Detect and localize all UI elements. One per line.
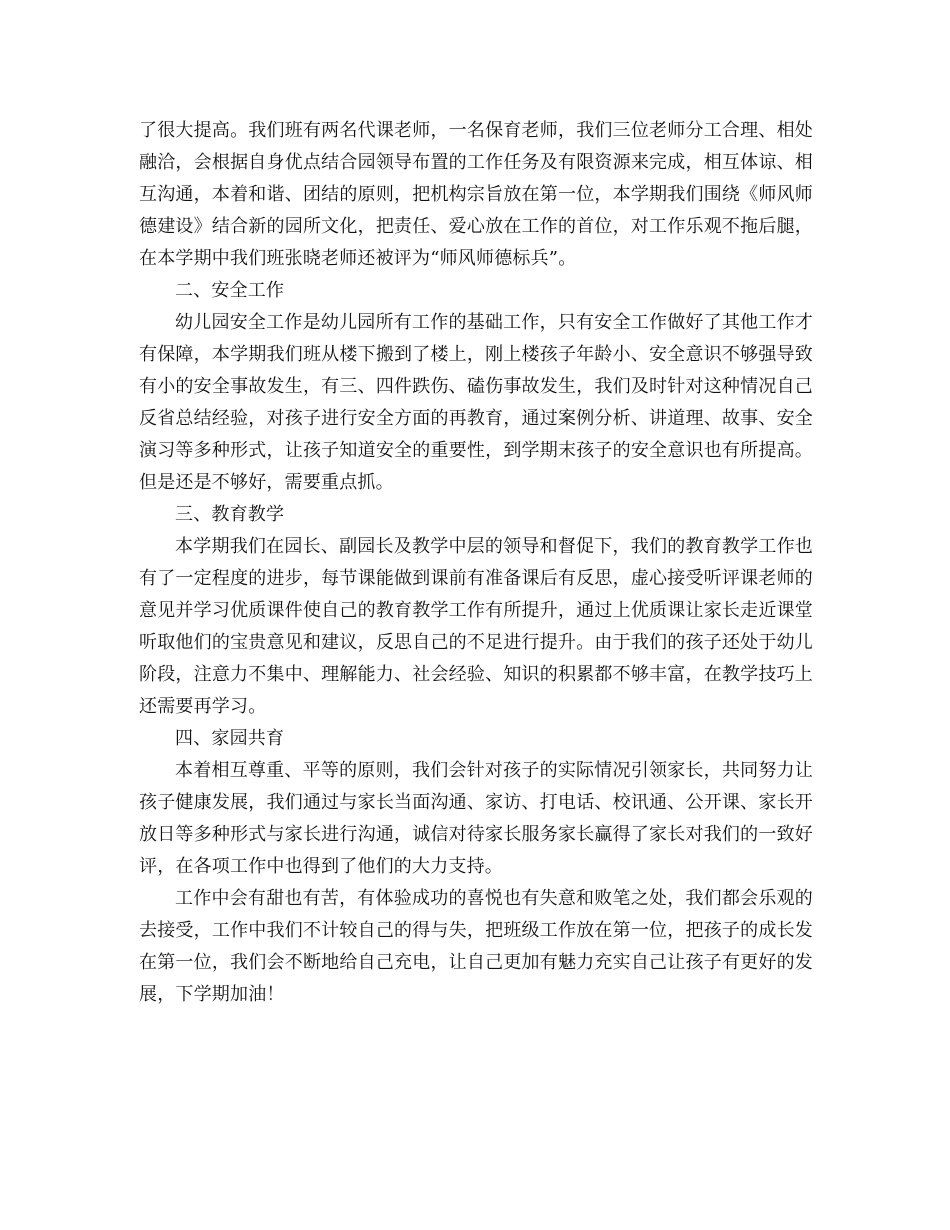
paragraph-closing: 工作中会有甜也有苦，有体验成功的喜悦也有失意和败笔之处，我们都会乐观的去接受，工作中我们不计较自己的得与失，把班级工作放在第一位，把孩子的成长发在第一位，我们会不断地给自己充电，让自己更加有魅力充实自己让孩子有更好的发展，下学期加油！	[139, 888, 813, 1005]
section-heading-safety: 二、安全工作	[175, 280, 285, 301]
paragraph-home-school: 本着相互尊重、平等的原则，我们会针对孩子的实际情况引领家长，共同努力让孩子健康发展，我们通过与家长当面沟通、家访、打电话、校讯通、公开课、家长开放日等多种形式与家长进行沟通，诚信对待家长服务家长赢得了家长对我们的一致好评，在各项工作中也得到了他们的大力支持。	[139, 760, 813, 877]
section-heading-teaching: 三、教育教学	[175, 504, 285, 525]
paragraph-safety: 幼儿园安全工作是幼儿园所有工作的基础工作，只有安全工作做好了其他工作才有保障，本学期我们班从楼下搬到了楼上，刚上楼孩子年龄小、安全意识不够强导致有小的安全事故发生，有三、四件跌伤、磕伤事故发生，我们及时针对这种情况自己反省总结经验，对孩子进行安全方面的再教育，通过案例分析、讲道理、故事、安全演习等多种形式，让孩子知道安全的重要性，到学期末孩子的安全意识也有所提高。但是还是不够好，需要重点抓。	[139, 312, 813, 493]
paragraph-team-intro: 了很大提高。我们班有两名代课老师，一名保育老师，我们三位老师分工合理、相处融洽，会根据自身优点结合园领导布置的工作任务及有限资源来完成，相互体谅、相互沟通，本着和谐、团结的原则，把机构宗旨放在第一位，本学期我们围绕《师风师德建设》结合新的园所文化，把责任、爱心放在工作的首位，对工作乐观不拖后腿，在本学期中我们班张晓老师还被评为“师风师德标兵”。	[139, 120, 813, 269]
document-body	[139, 115, 813, 1011]
paragraph-teaching: 本学期我们在园长、副园长及教学中层的领导和督促下，我们的教育教学工作也有了一定程度的进步，每节课能做到课前有准备课后有反思，虚心接受听评课老师的意见并学习优质课件使自己的教育教学工作有所提升，通过上优质课让家长走近课堂听取他们的宝贵意见和建议，反思自己的不足进行提升。由于我们的孩子还处于幼儿阶段，注意力不集中、理解能力、社会经验、知识的积累都不够丰富，在教学技巧上还需要再学习。	[139, 536, 813, 717]
section-heading-home-school: 四、家园共育	[175, 728, 285, 749]
